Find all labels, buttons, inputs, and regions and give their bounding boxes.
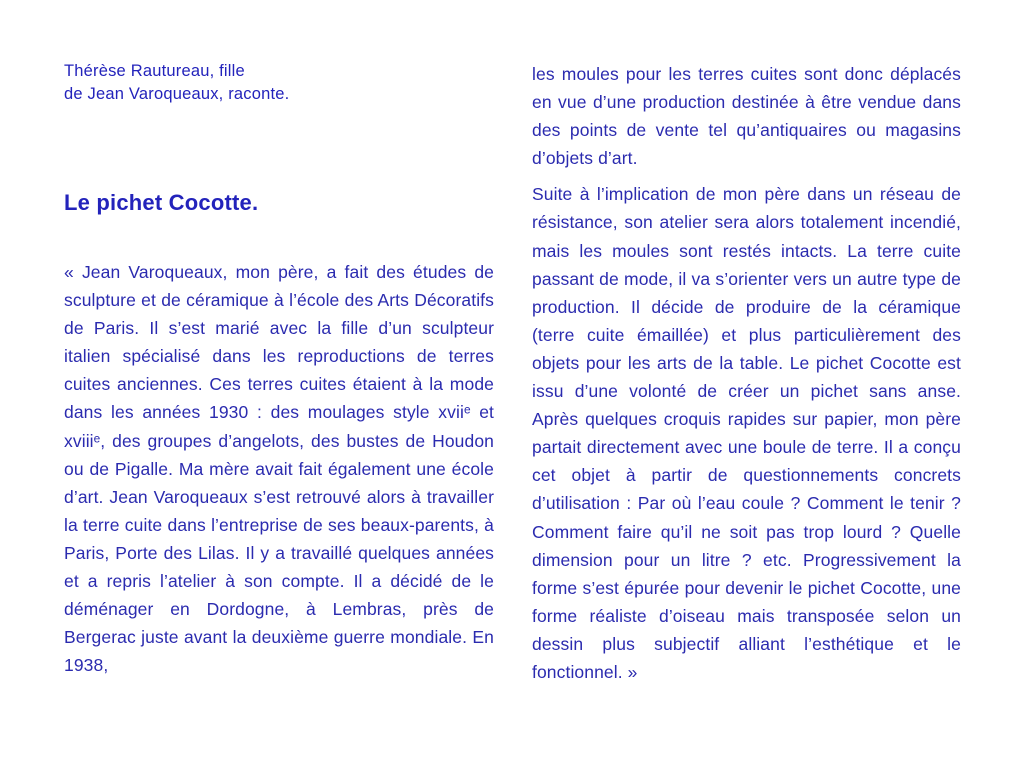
byline [64,60,494,105]
left-column [64,60,494,679]
right-column-paragraph-1: les moules pour les terres cuites sont donc déplacés en vue d’une production destinée à être vendue dans des points de vente tel qu’antiquaires ou magasins d’objets d’art. [532,64,961,169]
right-column [532,60,961,686]
right-column-paragraph-2: Suite à l’implication de mon père dans un réseau de résistance, son atelier sera alors totalement incendié, mais les moules sont restés intacts. La terre cuite passant de mode, il va s’orienter vers un autre type de production. Il décide de produire de la céramique (terre cuite émaillée) et plus particulièrement des objets pour les arts de la table. Le pichet Cocotte est issu d’une volonté de créer un pichet sans anse. Après quelques croquis rapides sur papier, mon père partait directement avec une boule de terre. Il a conçu cet objet à partir de questionnements concrets d’utilisation : Par où l’eau coule ? Comment le tenir ? Comment faire qu’il ne soit pas trop lourd ? Quelle dimension pour un litre ? etc. Progressivement la forme s’est épurée pour devenir le pichet Cocotte, une forme réaliste d’oiseau mais transposée selon un dessin plus subjectif alliant l’esthétique et le fonctionnel. » [532,184,961,682]
page-title: Le pichet Cocotte. [64,190,259,215]
byline-line-2: de Jean Varoqueaux, raconte. [64,84,290,103]
byline-line-1: Thérèse Rautureau, fille [64,62,245,80]
left-column-paragraph: « Jean Varoqueaux, mon père, a fait des études de sculpture et de céramique à l’école des Arts Décoratifs de Paris. Il s’est marié avec la fille d’un sculpteur italien spécialisé dans les reproductions de terres cuites anciennes. Ces terres cuites étaient à la mode dans les années 1930 : des moulages style xviiᵉ et xviiiᵉ, des groupes d’angelots, des bustes de Houdon ou de Pigalle. Ma mère avait fait également une école d’art. Jean Varoqueaux s’est retrouvé alors à travailler la terre cuite dans l’entreprise de ses beaux-parents, à Paris, Porte des Lilas. Il y a travaillé quelques années et a repris l’atelier à son compte. Il a décidé de le déménager en Dordogne, à Lembras, près de Bergerac juste avant la deuxième guerre mondiale. En 1938, [64,262,494,676]
